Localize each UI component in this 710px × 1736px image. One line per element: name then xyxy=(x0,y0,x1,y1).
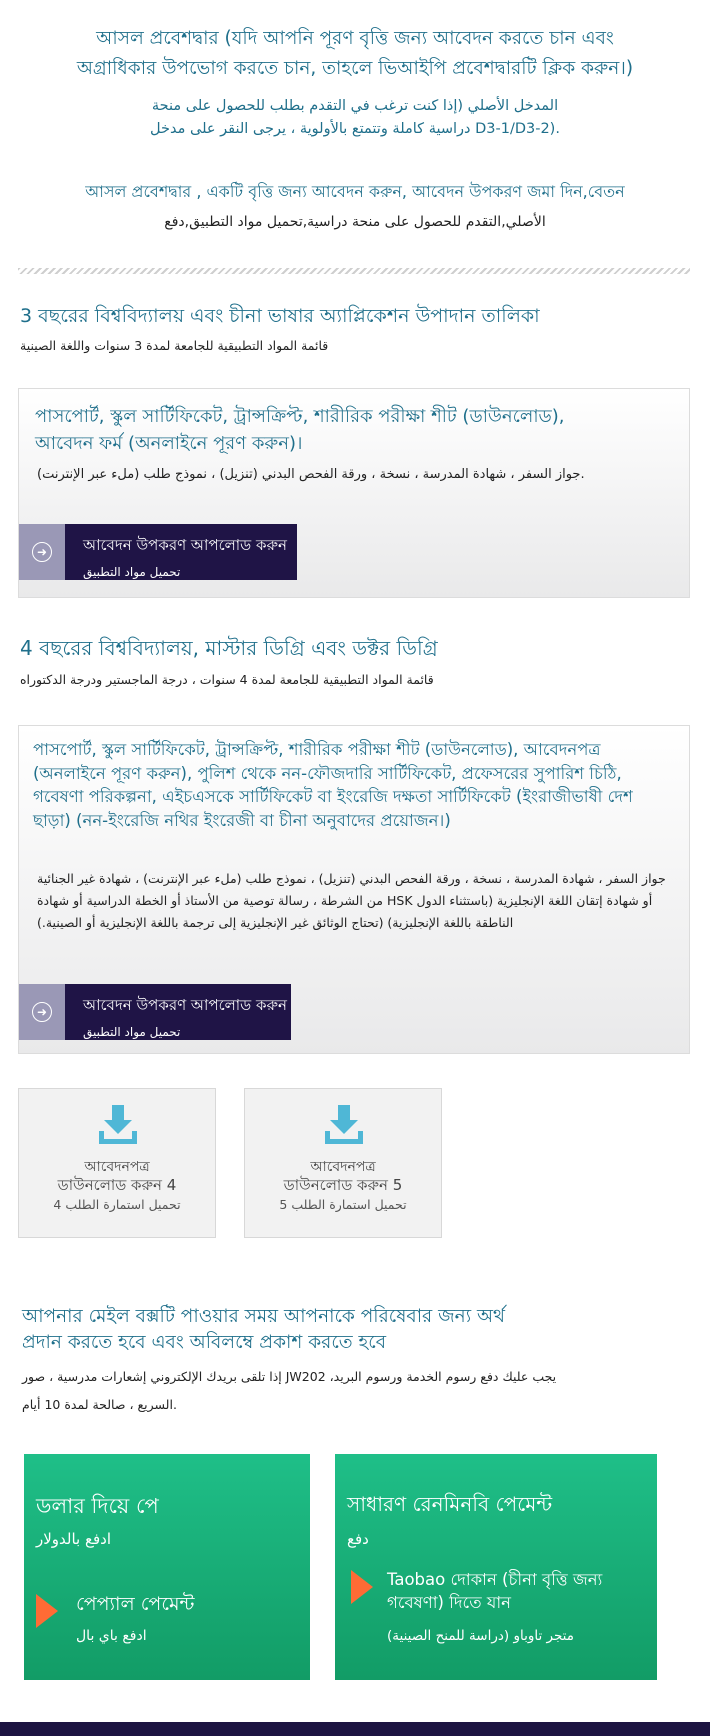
section3-card-ar: جواز السفر ، شهادة المدرسة ، نسخة ، ورقة الفحص البدني (تنزيل) ، نموذج طلب (ملء عبر الإنترنت). xyxy=(37,467,585,482)
footer-bar xyxy=(0,1722,710,1736)
download-label-1: আবেদনপত্র xyxy=(84,1159,150,1175)
arrow-circle-icon: ➜ xyxy=(19,524,65,580)
section4-card xyxy=(18,725,690,1054)
paypal-link-label: পেপ্যাল পেমেন্ট xyxy=(76,1593,195,1615)
pay-box-title-ar: دفع xyxy=(347,1530,369,1548)
download-icon xyxy=(323,1103,365,1145)
payment-title-2: প্রদান করতে হবে এবং অবিলম্বে প্রকাশ করতে হবে xyxy=(22,1332,386,1353)
section4-title: 4 বছরের বিশ্ববিদ্যালয়, মাস্টার ডিগ্রি এবং ডক্টর ডিগ্রি xyxy=(20,636,438,660)
download-form-4[interactable] xyxy=(18,1088,216,1238)
download-icon xyxy=(97,1103,139,1145)
taobao-link-label-ar: متجر تاوباو (دراسة للمنح الصينية) xyxy=(387,1628,574,1644)
intro-line1: আসল প্রবেশদ্বার (যদি আপনি পূরণ বৃত্তি জন্য আবেদন করতে চান এবং xyxy=(96,28,614,49)
download-label-2: ডাউনলোড করুন 5 xyxy=(283,1176,403,1194)
pay-box-title: সাধারণ রেনমিনবি পেমেন্ট xyxy=(347,1492,553,1516)
pay-box-title: ডলার দিয়ে পে xyxy=(36,1494,159,1518)
download-label-ar: تحميل استمارة الطلب 5 xyxy=(279,1197,407,1212)
pay-box-title-ar: ادفع بالدولار xyxy=(36,1530,111,1548)
arrow-right-icon xyxy=(36,1594,58,1628)
taobao-link[interactable] xyxy=(351,1568,651,1668)
taobao-link-label: Taobao দোকান (চীনা বৃত্তি জন্য গবেষণা) দিতে যান xyxy=(387,1570,603,1612)
upload-materials-button-2[interactable] xyxy=(19,984,291,1040)
arrow-right-icon xyxy=(351,1570,373,1604)
payment-title-1: আপনার মেইল বক্সটি পাওয়ার সময় আপনাকে পরিষেবার জন্য অর্থ xyxy=(22,1306,505,1327)
pay-dollar-box xyxy=(24,1454,310,1680)
section3-title: 3 বছরের বিশ্ববিদ্যালয় এবং চীনা ভাষার অ্যাপ্লিকেশন উপাদান তালিকা xyxy=(20,305,540,327)
divider xyxy=(18,268,690,274)
entrance-link-ar[interactable]: الأصلي,التقدم للحصول على منحة دراسية,تحميل مواد التطبيق,دفع xyxy=(164,214,546,230)
section3-card xyxy=(18,388,690,598)
payment-ar-2: السريع ، صالحة لمدة 10 أيام. xyxy=(22,1397,177,1412)
download-label-2: ডাউনলোড করুন 4 xyxy=(57,1176,177,1194)
upload-button-label: আবেদন উপকরণ আপলোড করুন xyxy=(83,996,287,1014)
download-form-5[interactable] xyxy=(244,1088,442,1238)
upload-button-label-ar: تحميل مواد التطبيق xyxy=(83,565,181,579)
arrow-circle-icon: ➜ xyxy=(19,984,65,1040)
payment-ar-1: إذا تلقى بريدك الإلكتروني إشعارات مدرسية ، صور JW202 ،يجب عليك دفع رسوم الخدمة ورسوم البريد xyxy=(22,1369,557,1384)
intro-ar1: المدخل الأصلي (إذا كنت ترغب في التقدم بطلب للحصول على منحة xyxy=(151,98,559,114)
section4-card-ar: جواز السفر ، شهادة المدرسة ، نسخة ، ورقة الفحص البدني (تنزيل) ، نموذج طلب (ملء عبر الإنترنت) ، شهادة غير الجنائية من الشرطة ، رسالة توصية من الأستاذ أو الخطة الدراسية أو شهادة HSK أو شهادة إتقان اللغة الإنجليزية (باستثناء الدول الناطقة باللغة الإنجليزية) (تحتاج الوثائق غير الإنجليزية إلى ترجمة باللغة الإنجليزية أو الصينية.) xyxy=(37,871,666,930)
paypal-link[interactable] xyxy=(36,1588,296,1658)
entrance-link[interactable]: আসল প্রবেশদ্বার , একটি বৃত্তি জন্য আবেদন করুন, আবেদন উপকরণ জমা দিন,বেতন xyxy=(85,182,625,201)
section3-card-title: পাসপোর্ট, স্কুল সার্টিফিকেট, ট্রান্সক্রিপ্ট, শারীরিক পরীক্ষা শীট (ডাউনলোড), আবেদন ফর্ম (অনলাইনে পূরণ করুন)। xyxy=(35,406,565,454)
pay-rmb-box xyxy=(335,1454,657,1680)
section3-subtitle: قائمة المواد التطبيقية للجامعة لمدة 3 سنوات واللغة الصينية xyxy=(20,338,329,353)
download-label-1: আবেদনপত্র xyxy=(310,1159,376,1175)
download-label-ar: تحميل استمارة الطلب 4 xyxy=(53,1197,181,1212)
paypal-link-label-ar: ادفع باي بال xyxy=(76,1628,147,1644)
upload-materials-button[interactable] xyxy=(19,524,297,580)
upload-button-label: আবেদন উপকরণ আপলোড করুন xyxy=(83,536,287,554)
upload-button-label-ar: تحميل مواد التطبيق xyxy=(83,1025,181,1039)
section4-subtitle: قائمة المواد التطبيقية للجامعة لمدة 4 سنوات ، درجة الماجستير ودرجة الدكتوراه xyxy=(20,672,434,687)
section4-card-title: পাসপোর্ট, স্কুল সার্টিফিকেট, ট্রান্সক্রিপ্ট, শারীরিক পরীক্ষা শীট (ডাউনলোড), আবেদনপত্র (অনলাইনে পূরণ করুন), পুলিশ থেকে নন-ফৌজদারি সার্টিফিকেট, প্রফেসরের সুপারিশ চিঠি, গবেষণা পরিকল্পনা, এইচএসকে সার্টিফিকেট বা ইংরেজি দক্ষতা সার্টিফিকেট (ইংরাজীভাষী দেশ ছাড়া) (নন-ইংরেজি নথির ইংরেজী বা চীনা অনুবাদের প্রয়োজন।) xyxy=(33,740,633,830)
intro-line2: অগ্রাধিকার উপভোগ করতে চান, তাহলে ভিআইপি প্রবেশদ্বারটি ক্লিক করুন।) xyxy=(76,58,634,79)
intro-ar2: دراسية كاملة وتتمتع بالأولوية ، يرجى النقر على مدخل D3-1/D3-2). xyxy=(150,121,560,137)
